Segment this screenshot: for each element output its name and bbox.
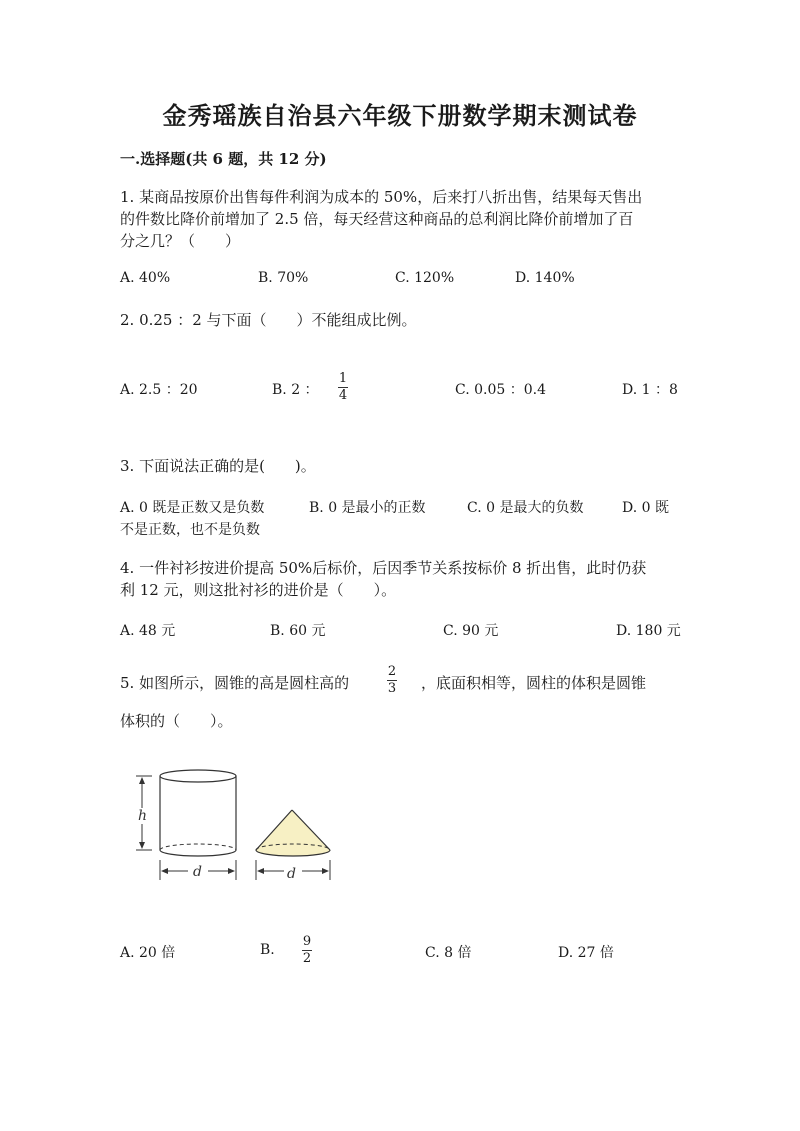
question-3-option-b: B. 0 是最小的正数 — [309, 500, 426, 516]
question-1-option-d: D. 140% — [515, 270, 575, 286]
question-5-fraction — [387, 665, 397, 696]
cone-fill — [256, 810, 330, 856]
cylinder-top-ellipse — [160, 770, 236, 782]
question-4-option-a: A. 48 元 — [120, 623, 176, 639]
height-label: h — [138, 808, 148, 824]
question-5-option-c: C. 8 倍 — [425, 945, 472, 961]
diameter-label-2: d — [287, 866, 296, 882]
question-4-option-c: C. 90 元 — [443, 623, 499, 639]
cylinder-bottom-back — [160, 844, 236, 850]
question-2-fraction — [338, 372, 348, 403]
arrow-right-icon — [228, 868, 235, 874]
cylinder-drawing — [160, 770, 236, 856]
question-4-option-d: D. 180 元 — [616, 623, 681, 639]
question-2-option-c: C. 0.05 ：0.4 — [455, 382, 546, 398]
question-3-option-d: D. 0 既 — [622, 500, 669, 516]
cone-diameter — [256, 860, 330, 882]
question-3-option-d-cont: 不是正数，也不是负数 — [120, 522, 260, 538]
cylinder-diameter — [160, 860, 236, 880]
diameter-label-1: d — [193, 864, 202, 880]
arrow-down-icon — [139, 842, 145, 849]
arrow-right-icon — [322, 868, 329, 874]
question-1-option-b: B. 70% — [258, 270, 309, 286]
question-5-text-b: ，底面积相等，圆柱的体积是圆锥 — [421, 674, 647, 692]
arrow-left-icon — [161, 868, 168, 874]
fraction-denominator: 4 — [338, 388, 348, 403]
question-1-line-3: 分之几？（ ） — [120, 232, 241, 250]
fraction-denominator: 2 — [302, 951, 312, 966]
arrow-left-icon — [257, 868, 264, 874]
cylinder-cone-figure — [128, 768, 348, 888]
cylinder-bottom-front — [160, 850, 236, 856]
question-2-option-d: D. 1 ：8 — [622, 382, 678, 398]
question-3-option-c: C. 0 是最大的负数 — [467, 500, 584, 516]
question-3-option-a: A. 0 既是正数又是负数 — [120, 500, 265, 516]
arrow-up-icon — [139, 777, 145, 784]
question-5-option-b: B. — [260, 942, 275, 958]
fraction-denominator: 3 — [387, 681, 397, 696]
question-5-option-d: D. 27 倍 — [558, 945, 614, 961]
question-1-option-c: C. 120% — [395, 270, 455, 286]
question-3-text: 3. 下面说法正确的是( )。 — [120, 457, 316, 475]
question-5-text-c: 体积的（ ）。 — [120, 712, 233, 730]
question-1-line-2: 的件数比降价前增加了 2.5 倍，每天经营这种商品的总利润比降价前增加了百 — [120, 210, 634, 228]
question-5-option-b-fraction — [302, 935, 312, 966]
page-title: 金秀瑶族自治县六年级下册数学期末测试卷 — [162, 101, 638, 130]
section-heading: 一.选择题(共 6 题，共 12 分) — [120, 150, 327, 168]
question-4-option-b: B. 60 元 — [270, 623, 326, 639]
question-2-option-b: B. 2 ： — [272, 382, 319, 398]
question-5-option-a: A. 20 倍 — [120, 945, 176, 961]
cone-drawing — [256, 810, 330, 856]
fraction-numerator: 2 — [387, 664, 397, 679]
height-arrow — [136, 776, 152, 850]
question-2-text: 2. 0.25 ：2 与下面（ ）不能组成比例。 — [120, 311, 417, 329]
question-4-line-2: 利 12 元，则这批衬衫的进价是（ ）。 — [120, 581, 397, 599]
question-2-option-a: A. 2.5 ：20 — [120, 382, 198, 398]
question-5-text-a: 5. 如图所示，圆锥的高是圆柱高的 — [120, 674, 350, 692]
fraction-numerator: 1 — [338, 371, 348, 386]
question-1-line-1: 1. 某商品按原价出售每件利润为成本的 50%，后来打八折出售，结果每天售出 — [120, 188, 643, 206]
question-4-line-1: 4. 一件衬衫按进价提高 50%后标价，后因季节关系按标价 8 折出售，此时仍获 — [120, 559, 647, 577]
question-1-option-a: A. 40% — [120, 270, 171, 286]
fraction-numerator: 9 — [302, 934, 312, 949]
